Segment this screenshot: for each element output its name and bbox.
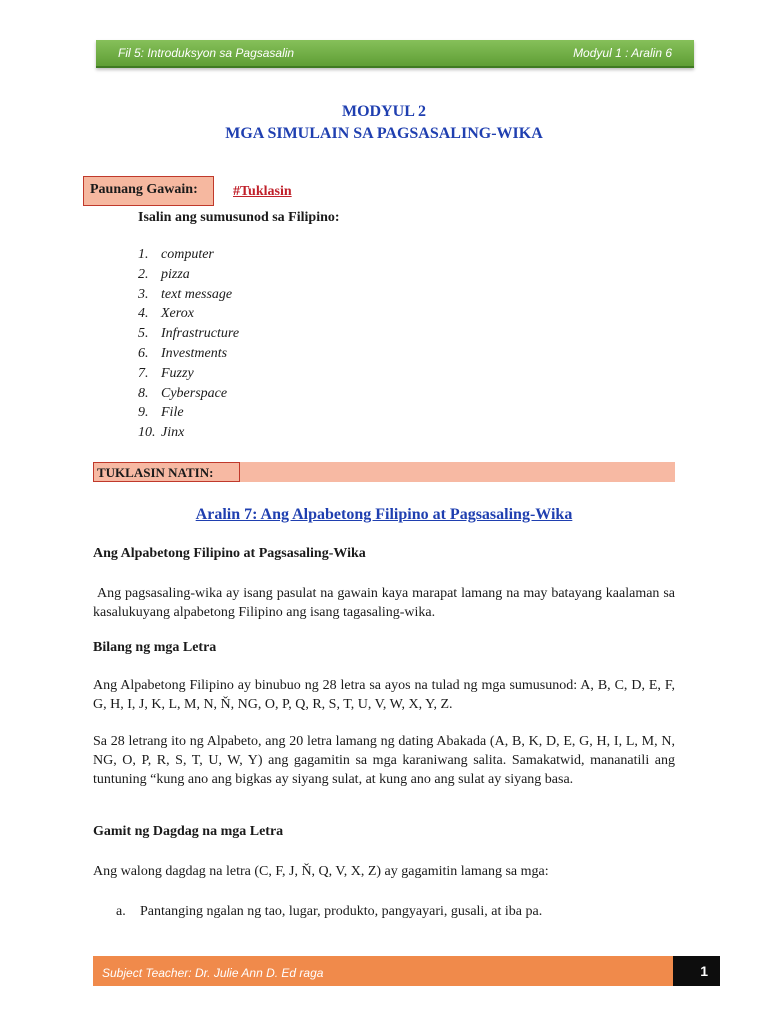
footer-teacher: Subject Teacher: Dr. Julie Ann D. Ed raga [93, 956, 673, 986]
list-item: 10. Jinx [138, 425, 185, 441]
list-item: 8. Cyberspace [138, 385, 228, 401]
paragraph: Sa 28 letrang ito ng Alpabeto, ang 20 letra lamang ng dating Abakada (A, B, K, D, E, G, H, I, L, M, N, NG, O, P, R, S, T, U, W, Y) ang gagamitin sa mga karaniwang salita. Samakatwid, mananatili ang tuntuning “kung ano ang bigkas ay siyang sulat, at kung ano ang sulat ay siyang basa. [93, 734, 675, 787]
header-bar [96, 40, 694, 68]
list-item: 9. File [138, 405, 184, 421]
module-subtitle: MGA SIMULAIN SA PAGSASALING-WIKA [225, 125, 543, 142]
word-list [138, 247, 239, 445]
page-number: 1 [673, 956, 720, 986]
tuklasin-natin-label: TUKLASIN NATIN: [93, 462, 240, 482]
list-item: 7. Fuzzy [138, 365, 194, 381]
paragraph: Ang Alpabetong Filipino ay binubuo ng 28 letra sa ayos na tulad ng mga sumusunod: A, B, C, D, E, F, G, H, I, J, K, L, M, N, Ň, NG, O, P, Q, R, S, T, U, V, W, X, Y, Z. [93, 678, 675, 712]
section-heading: Bilang ng mga Letra [93, 640, 217, 655]
section-heading: Gamit ng Dagdag na mga Letra [93, 824, 284, 839]
paragraph: Ang walong dagdag na letra (C, F, J, Ň, Q, V, X, Z) ay gagamitin lamang sa mga: [93, 864, 549, 879]
header-module: Modyul 1 : Aralin 6 [573, 46, 672, 60]
list-item: 3. text message [138, 286, 233, 302]
header-course: Fil 5: Introduksyon sa Pagsasalin [118, 46, 295, 60]
tuklasin-tag: #Tuklasin [233, 184, 292, 199]
list-item: a. Pantanging ngalan ng tao, lugar, produkto, pangyayari, gusali, at iba pa. [116, 904, 543, 919]
list-item: 2. pizza [138, 266, 190, 282]
list-item: 5. Infrastructure [138, 326, 240, 342]
paunang-gawain-label: Paunang Gawain: [83, 176, 214, 206]
instruction: Isalin ang sumusunod sa Filipino: [138, 210, 340, 225]
section-heading: Ang Alpabetong Filipino at Pagsasaling-Wika [93, 546, 366, 561]
lesson-title: Aralin 7: Ang Alpabetong Filipino at Pagsasaling-Wika [195, 506, 573, 523]
list-item: 1. computer [138, 247, 214, 262]
module-title: MODYUL 2 [342, 103, 426, 120]
paragraph: Ang pagsasaling-wika ay isang pasulat na gawain kaya marapat lamang na may batayang kaalaman sa kasalukuyang alpabetong Filipino ang isang tagasaling-wika. [93, 586, 675, 620]
list-item: 6. Investments [138, 345, 228, 361]
list-item: 4. Xerox [138, 306, 194, 322]
